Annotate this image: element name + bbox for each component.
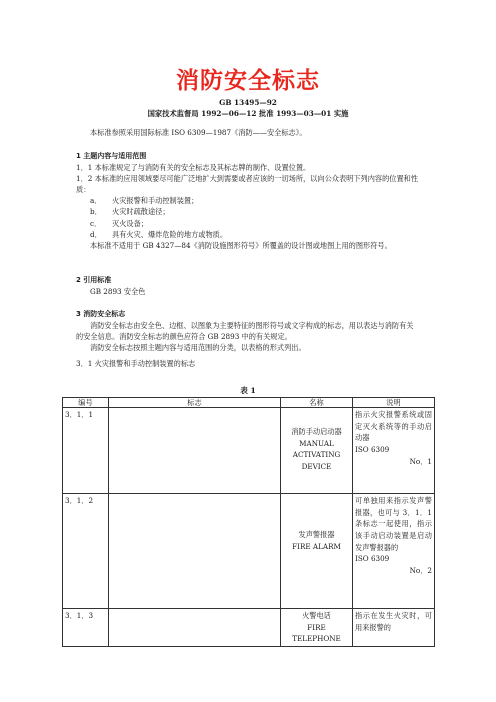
section-1-heading: 1 主题内容与适用范围 <box>76 152 147 160</box>
section-1 <box>76 151 420 251</box>
description-text: 指示在发生火灾时，可用来报警的 <box>355 611 432 632</box>
name-en: FIRE ALARM <box>292 541 341 551</box>
list-item <box>76 218 420 229</box>
approval-line: 国家技术监督局 1992—06—12 批准 1993—03—01 实施 <box>147 109 349 118</box>
name-en: ACTIVATING <box>292 450 341 460</box>
list-marker: d． <box>90 229 102 239</box>
section-2-heading: 2 引用标准 <box>76 276 112 284</box>
table-caption: 表 1 <box>240 386 256 395</box>
standard-number: GB 13495—92 <box>219 98 277 107</box>
iso-number: No．2 <box>409 565 432 575</box>
document-title: 消防安全标志 <box>176 68 320 94</box>
list-marker: c． <box>90 218 102 228</box>
list-marker: a． <box>90 196 102 206</box>
code-cell: 3．1．2 <box>63 494 109 609</box>
list-text: 火灾时疏散途径； <box>112 207 170 217</box>
section-3 <box>76 309 420 369</box>
list-item <box>76 229 420 240</box>
header-cell: 名称 <box>281 398 353 408</box>
description-text: 指示火灾报警系统或固定灭火系统等的手动启动器 <box>355 410 432 443</box>
description-cell <box>353 408 435 494</box>
code-cell: 3．1．1 <box>63 408 109 494</box>
intro-paragraph: 本标准参照采用国际标准 ISO 6309—1987《消防——安全标志》。 <box>90 128 307 137</box>
clause-1-1: 1．1 本标准规定了与消防有关的安全标志及其标志牌的制作、设置位置。 <box>76 162 311 172</box>
table-row <box>63 609 435 647</box>
table-row <box>63 494 435 609</box>
list-text: 灭火设备； <box>112 218 148 228</box>
table-row <box>63 408 435 494</box>
iso-number: No．1 <box>409 456 432 466</box>
header-cell: 编号 <box>63 398 109 408</box>
name-en: MANUAL <box>299 438 334 448</box>
clause-1-2: 1．2 本标准的应用领域要尽可能广泛地扩大到需要或者应该的一切场所，以向公众表明下列内容的位置和性质： <box>76 174 419 195</box>
iso-reference: ISO 6309 <box>355 444 390 454</box>
name-cell <box>281 408 353 494</box>
list-item <box>76 206 420 217</box>
sign-cell <box>109 609 281 647</box>
signs-table <box>62 397 435 647</box>
header-cell: 标志 <box>109 398 281 408</box>
reference-standard: GB 2893 安全色 <box>90 286 146 296</box>
name-cn: 发声警报器 <box>298 530 335 539</box>
intro-block <box>76 127 420 138</box>
header-cell: 说明 <box>353 398 435 408</box>
code-cell: 3．1．3 <box>63 609 109 647</box>
section-3-paragraph-2: 消防安全标志按照主题内容与适用范围的分类，以表格的形式列出。 <box>90 343 306 353</box>
list-marker: b． <box>90 207 102 217</box>
description-cell <box>353 609 435 647</box>
description-text: 可单独用来指示发声警报器，也可与 3．1．1 条标志一起使用，指示该手动启动装置是启动发声警报器的 <box>355 496 432 552</box>
list-text: 具有火灾、爆炸危险的地方或物质。 <box>112 229 228 239</box>
table-header-row <box>63 398 435 408</box>
name-cn: 火警电话 <box>302 611 331 620</box>
subsection-3-1: 3．1 火灾报警和手动控制装置的标志 <box>76 359 196 369</box>
list-item <box>76 195 420 206</box>
section-3-heading: 3 消防安全标志 <box>76 310 126 318</box>
sign-cell <box>109 494 281 609</box>
section-2 <box>76 275 420 297</box>
iso-reference: ISO 6309 <box>355 554 390 564</box>
list-text: 火灾报警和手动控制装置； <box>112 196 199 206</box>
description-cell <box>353 494 435 609</box>
name-en: DEVICE <box>301 461 332 471</box>
name-cn: 消防手动启动器 <box>291 427 342 436</box>
section-3-paragraph-1: 消防安全标志由安全色、边框、以图象为主要特征的图形符号或文字构成的标志，用以表达与消防有关的安全信息。消防安全标志的颜色应符合 GB 2893 中的有关规定。 <box>76 320 414 341</box>
sign-cell <box>109 408 281 494</box>
name-en: FIRE TELEPHONE <box>292 622 341 644</box>
name-cell <box>281 609 353 647</box>
scope-note: 本标准不适用于 GB 4327—84《消防设施图形符号》所覆盖的设计图或地图上用的图形符号。 <box>90 240 392 250</box>
name-cell <box>281 494 353 609</box>
